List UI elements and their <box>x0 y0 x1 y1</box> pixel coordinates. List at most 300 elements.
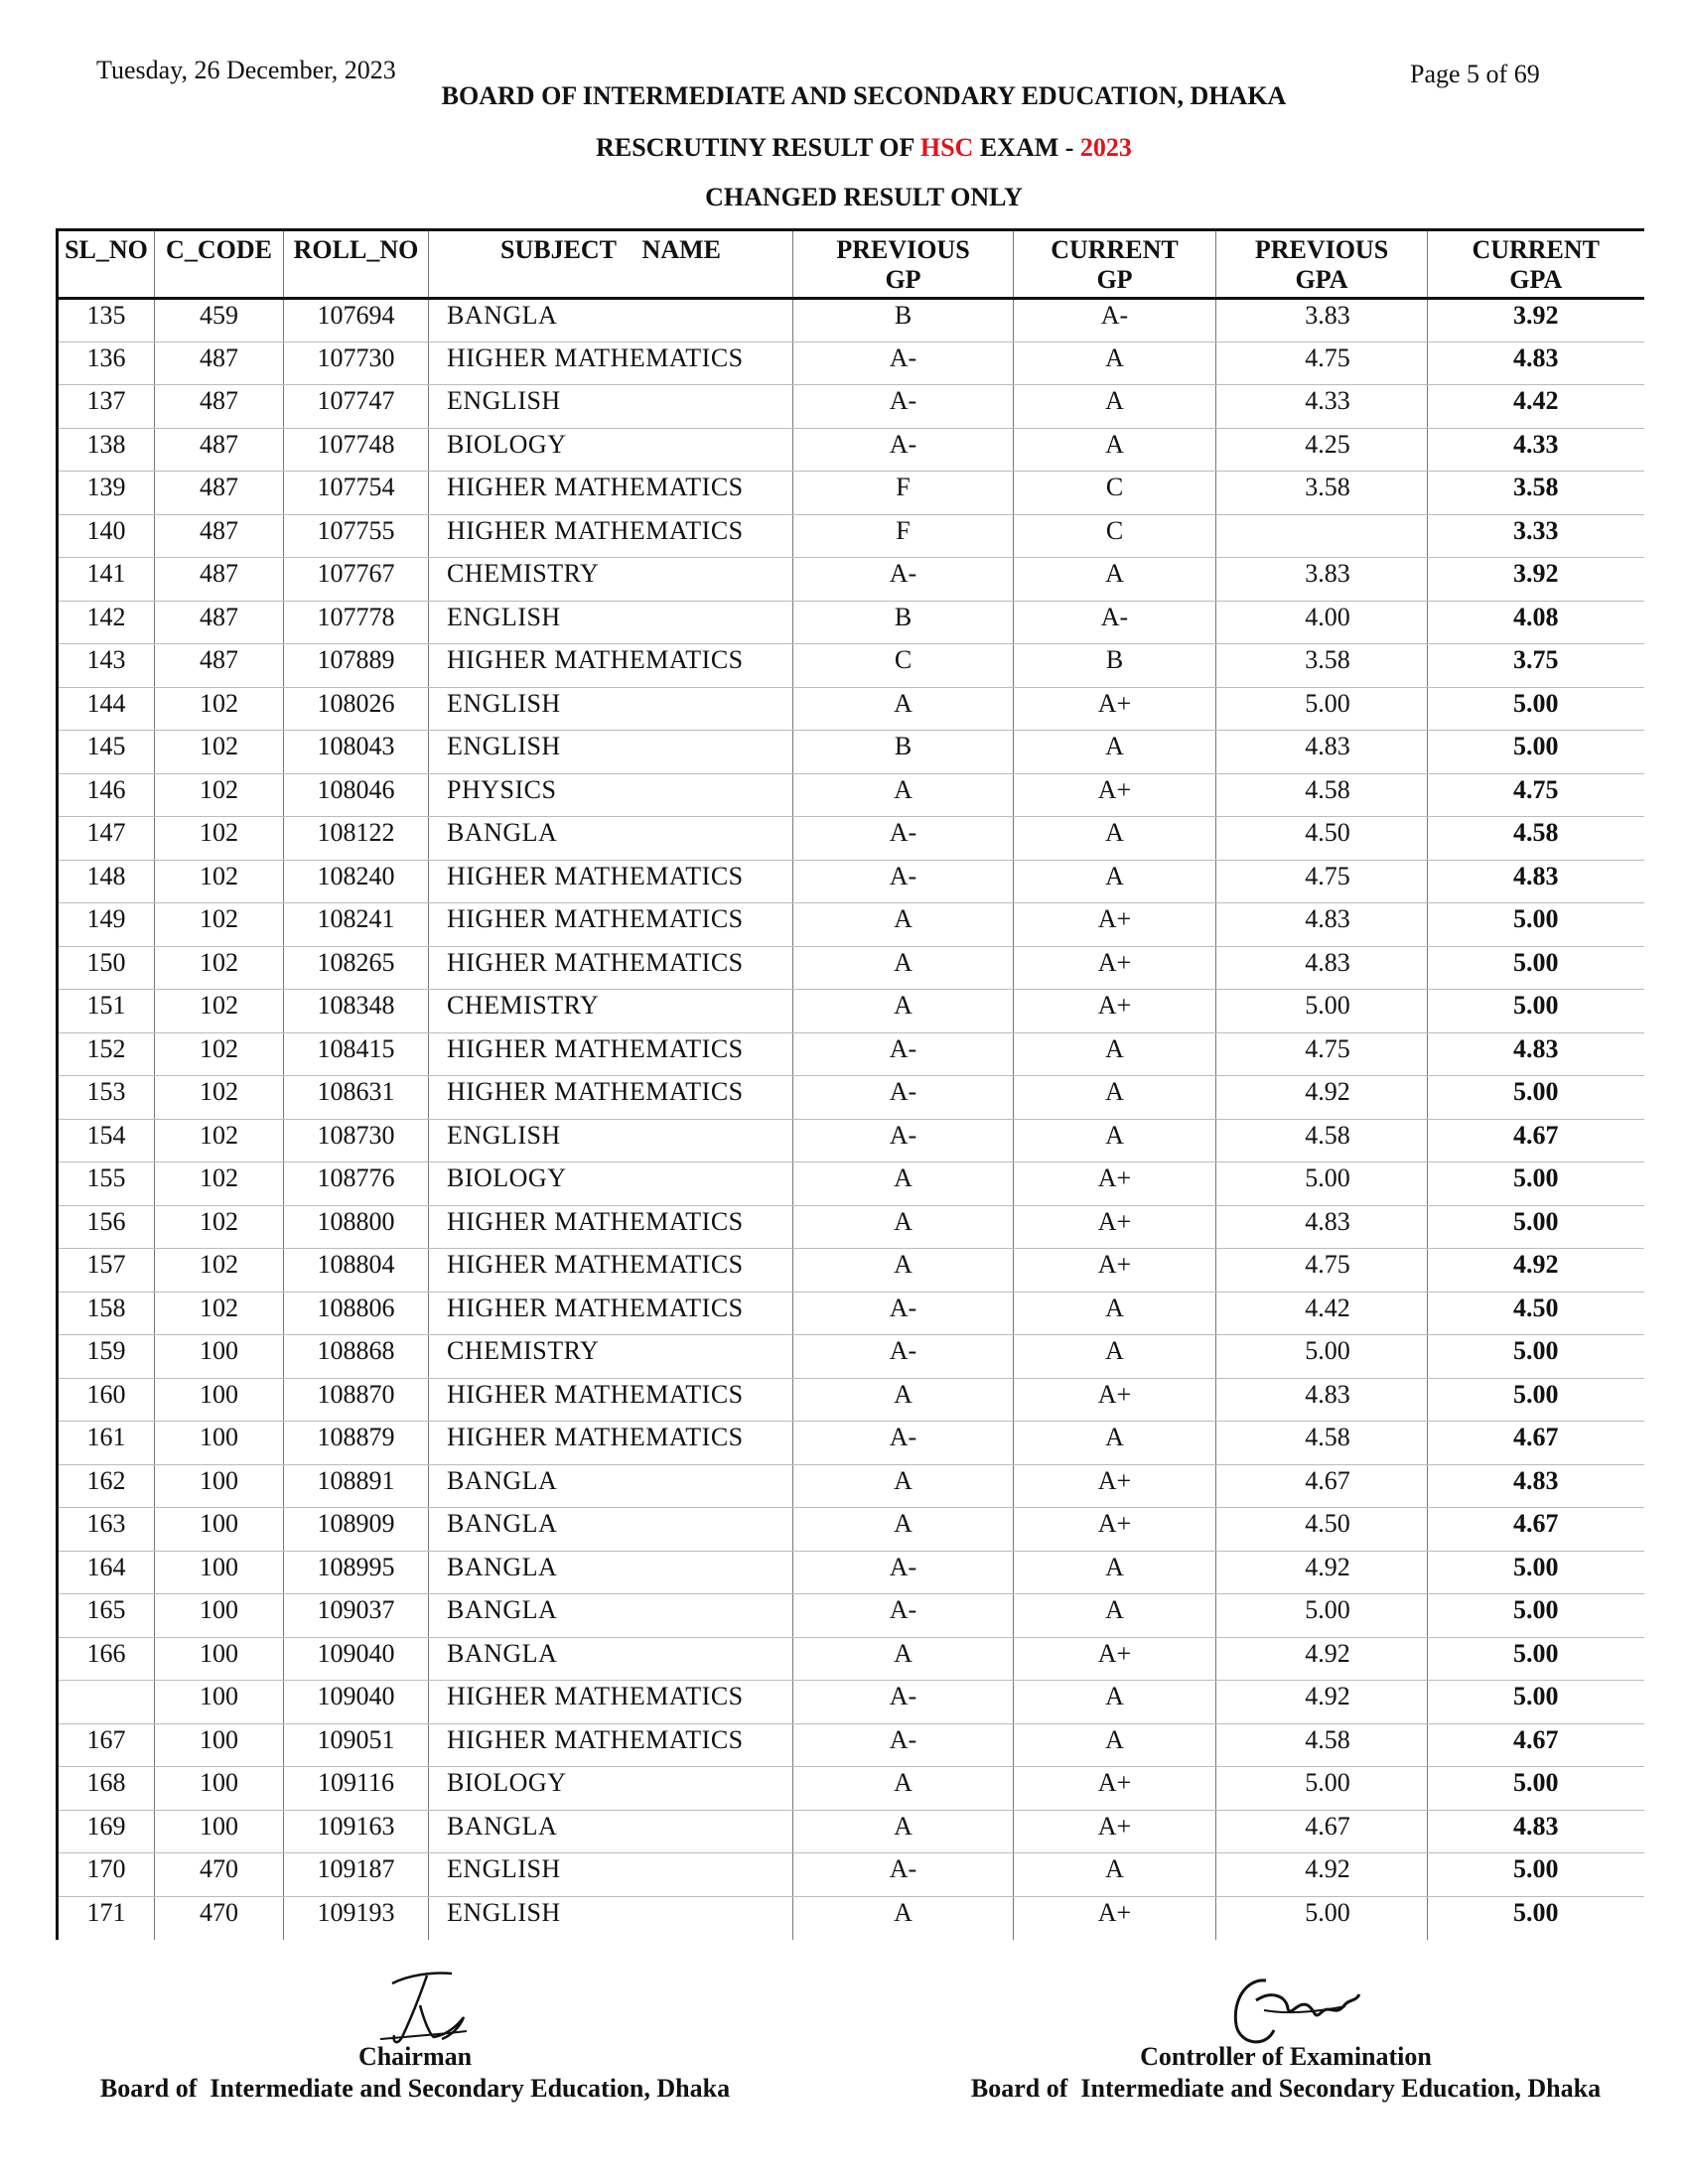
cell-previous-gpa: 4.50 <box>1216 817 1428 861</box>
cell-current-gpa: 5.00 <box>1428 990 1644 1033</box>
table-row <box>58 687 1644 731</box>
cell-subject-name: BANGLA <box>429 1594 793 1638</box>
cell-roll-no: 108868 <box>284 1335 429 1379</box>
cell-c-code: 100 <box>155 1681 284 1724</box>
cell-c-code: 100 <box>155 1378 284 1422</box>
cell-subject-name: HIGHER MATHEMATICS <box>429 1723 793 1767</box>
cell-previous-gp: A <box>793 1205 1014 1249</box>
results-table-container <box>56 228 1642 1940</box>
cell-previous-gpa: 4.75 <box>1216 1032 1428 1076</box>
table-row <box>58 1853 1644 1897</box>
cell-previous-gp: A- <box>793 860 1014 903</box>
cell-c-code: 102 <box>155 687 284 731</box>
cell-roll-no: 108879 <box>284 1422 429 1465</box>
cell-subject-name: HIGHER MATHEMATICS <box>429 1378 793 1422</box>
cell-c-code: 487 <box>155 601 284 644</box>
cell-roll-no: 108415 <box>284 1032 429 1076</box>
cell-current-gpa: 4.83 <box>1428 1464 1644 1508</box>
cell-current-gpa: 4.92 <box>1428 1249 1644 1293</box>
cell-previous-gp: B <box>793 601 1014 644</box>
cell-c-code: 102 <box>155 1162 284 1206</box>
header-previous-gp-line2: GP <box>885 265 921 294</box>
cell-roll-no: 108241 <box>284 903 429 947</box>
cell-previous-gpa: 4.92 <box>1216 1551 1428 1594</box>
cell-previous-gpa: 4.00 <box>1216 601 1428 644</box>
cell-sl-no: 168 <box>58 1767 155 1811</box>
table-row <box>58 1594 1644 1638</box>
cell-current-gpa: 3.33 <box>1428 514 1644 558</box>
cell-previous-gp: F <box>793 472 1014 515</box>
cell-roll-no: 109040 <box>284 1681 429 1724</box>
cell-current-gpa: 4.67 <box>1428 1119 1644 1162</box>
cell-current-gp: A <box>1014 1422 1216 1465</box>
cell-c-code: 487 <box>155 428 284 472</box>
cell-c-code: 100 <box>155 1335 284 1379</box>
cell-sl-no: 146 <box>58 773 155 817</box>
cell-c-code: 100 <box>155 1810 284 1853</box>
cell-subject-name: ENGLISH <box>429 385 793 429</box>
cell-previous-gp: B <box>793 731 1014 774</box>
table-row <box>58 1076 1644 1120</box>
cell-current-gp: A+ <box>1014 1810 1216 1853</box>
table-row <box>58 1810 1644 1853</box>
table-row <box>58 514 1644 558</box>
cell-c-code: 487 <box>155 644 284 688</box>
cell-current-gpa: 4.50 <box>1428 1292 1644 1335</box>
cell-sl-no: 166 <box>58 1637 155 1681</box>
cell-roll-no: 107747 <box>284 385 429 429</box>
cell-current-gp: A+ <box>1014 1637 1216 1681</box>
table-row <box>58 773 1644 817</box>
table-row <box>58 1637 1644 1681</box>
cell-previous-gpa: 4.92 <box>1216 1637 1428 1681</box>
cell-current-gp: A+ <box>1014 903 1216 947</box>
cell-previous-gpa: 3.58 <box>1216 472 1428 515</box>
cell-current-gpa: 3.92 <box>1428 299 1644 342</box>
table-row <box>58 341 1644 385</box>
cell-previous-gpa: 4.75 <box>1216 341 1428 385</box>
table-row <box>58 817 1644 861</box>
cell-sl-no: 148 <box>58 860 155 903</box>
cell-previous-gp: A <box>793 1896 1014 1940</box>
cell-current-gpa: 4.83 <box>1428 860 1644 903</box>
cell-c-code: 102 <box>155 946 284 990</box>
cell-previous-gpa: 3.83 <box>1216 558 1428 602</box>
cell-previous-gp: A <box>793 1249 1014 1293</box>
cell-previous-gp: A <box>793 1464 1014 1508</box>
cell-previous-gpa: 5.00 <box>1216 1896 1428 1940</box>
cell-previous-gp: A- <box>793 1681 1014 1724</box>
table-row <box>58 990 1644 1033</box>
cell-c-code: 102 <box>155 1032 284 1076</box>
cell-c-code: 102 <box>155 903 284 947</box>
cell-current-gpa: 3.58 <box>1428 472 1644 515</box>
cell-previous-gpa: 4.67 <box>1216 1810 1428 1853</box>
cell-previous-gp: A- <box>793 817 1014 861</box>
cell-current-gp: A <box>1014 1032 1216 1076</box>
table-row <box>58 1896 1644 1940</box>
cell-sl-no <box>58 1681 155 1724</box>
cell-previous-gp: A- <box>793 1551 1014 1594</box>
header-previous-gp-line1: PREVIOUS <box>836 235 970 264</box>
cell-sl-no: 153 <box>58 1076 155 1120</box>
cell-subject-name: HIGHER MATHEMATICS <box>429 1249 793 1293</box>
cell-subject-name: BANGLA <box>429 1464 793 1508</box>
cell-roll-no: 108730 <box>284 1119 429 1162</box>
cell-roll-no: 107748 <box>284 428 429 472</box>
cell-previous-gpa: 4.83 <box>1216 731 1428 774</box>
table-row <box>58 299 1644 342</box>
table-row <box>58 1723 1644 1767</box>
cell-subject-name: BANGLA <box>429 299 793 342</box>
cell-roll-no: 109116 <box>284 1767 429 1811</box>
table-row <box>58 1551 1644 1594</box>
cell-sl-no: 171 <box>58 1896 155 1940</box>
cell-previous-gp: A- <box>793 428 1014 472</box>
cell-current-gpa: 4.83 <box>1428 341 1644 385</box>
cell-previous-gp: A- <box>793 1723 1014 1767</box>
cell-previous-gp: A <box>793 773 1014 817</box>
header-c-code: C_CODE <box>155 230 284 299</box>
cell-sl-no: 140 <box>58 514 155 558</box>
cell-previous-gpa: 4.92 <box>1216 1681 1428 1724</box>
cell-previous-gpa: 4.58 <box>1216 1723 1428 1767</box>
header-current-gpa-line1: CURRENT <box>1472 235 1601 264</box>
table-row <box>58 1422 1644 1465</box>
cell-previous-gp: A- <box>793 1422 1014 1465</box>
cell-c-code: 102 <box>155 1205 284 1249</box>
cell-sl-no: 163 <box>58 1508 155 1552</box>
cell-subject-name: CHEMISTRY <box>429 990 793 1033</box>
cell-current-gp: A <box>1014 428 1216 472</box>
cell-sl-no: 165 <box>58 1594 155 1638</box>
cell-c-code: 102 <box>155 773 284 817</box>
header-current-gpa <box>1428 230 1644 299</box>
cell-c-code: 487 <box>155 385 284 429</box>
cell-previous-gp: A- <box>793 341 1014 385</box>
cell-subject-name: ENGLISH <box>429 1896 793 1940</box>
cell-previous-gpa: 4.58 <box>1216 1119 1428 1162</box>
cell-sl-no: 151 <box>58 990 155 1033</box>
page-number: Page 5 of 69 <box>1410 60 1540 88</box>
cell-current-gpa: 5.00 <box>1428 1551 1644 1594</box>
cell-subject-name: ENGLISH <box>429 687 793 731</box>
cell-current-gp: A+ <box>1014 1162 1216 1206</box>
cell-current-gpa: 4.67 <box>1428 1723 1644 1767</box>
table-row <box>58 1378 1644 1422</box>
table-body <box>58 299 1644 1940</box>
cell-sl-no: 170 <box>58 1853 155 1897</box>
header-current-gp <box>1014 230 1216 299</box>
header-previous-gpa-line2: GPA <box>1295 265 1348 294</box>
cell-roll-no: 107754 <box>284 472 429 515</box>
cell-subject-name: HIGHER MATHEMATICS <box>429 1032 793 1076</box>
cell-previous-gpa: 4.83 <box>1216 1378 1428 1422</box>
cell-roll-no: 108631 <box>284 1076 429 1120</box>
cell-roll-no: 108240 <box>284 860 429 903</box>
table-row <box>58 385 1644 429</box>
cell-sl-no: 138 <box>58 428 155 472</box>
cell-current-gpa: 4.58 <box>1428 817 1644 861</box>
cell-c-code: 100 <box>155 1551 284 1594</box>
cell-previous-gpa: 5.00 <box>1216 1767 1428 1811</box>
cell-subject-name: CHEMISTRY <box>429 558 793 602</box>
cell-c-code: 100 <box>155 1594 284 1638</box>
cell-roll-no: 108265 <box>284 946 429 990</box>
cell-current-gp: A <box>1014 1723 1216 1767</box>
cell-c-code: 100 <box>155 1464 284 1508</box>
cell-previous-gpa: 4.33 <box>1216 385 1428 429</box>
cell-roll-no: 108046 <box>284 773 429 817</box>
cell-c-code: 459 <box>155 299 284 342</box>
chairman-block <box>0 2041 862 2105</box>
exam-name: HSC <box>919 133 974 162</box>
cell-sl-no: 139 <box>58 472 155 515</box>
table-row <box>58 1335 1644 1379</box>
cell-current-gp: A <box>1014 1292 1216 1335</box>
exam-year: 2023 <box>1079 133 1132 162</box>
cell-current-gp: A <box>1014 731 1216 774</box>
cell-previous-gp: A- <box>793 1853 1014 1897</box>
cell-previous-gpa: 4.92 <box>1216 1853 1428 1897</box>
result-title <box>0 133 1688 163</box>
cell-previous-gp: A <box>793 1637 1014 1681</box>
cell-c-code: 100 <box>155 1508 284 1552</box>
cell-current-gp: A <box>1014 385 1216 429</box>
cell-current-gpa: 5.00 <box>1428 1896 1644 1940</box>
cell-previous-gp: A- <box>793 1032 1014 1076</box>
table-row <box>58 472 1644 515</box>
table-row <box>58 1032 1644 1076</box>
cell-c-code: 100 <box>155 1637 284 1681</box>
cell-current-gpa: 5.00 <box>1428 1853 1644 1897</box>
cell-previous-gp: A <box>793 1162 1014 1206</box>
table-row <box>58 1249 1644 1293</box>
cell-current-gpa: 3.75 <box>1428 644 1644 688</box>
cell-subject-name: BANGLA <box>429 1508 793 1552</box>
cell-subject-name: BANGLA <box>429 1551 793 1594</box>
cell-sl-no: 145 <box>58 731 155 774</box>
cell-c-code: 102 <box>155 1076 284 1120</box>
cell-sl-no: 169 <box>58 1810 155 1853</box>
cell-roll-no: 108800 <box>284 1205 429 1249</box>
cell-roll-no: 109193 <box>284 1896 429 1940</box>
cell-subject-name: ENGLISH <box>429 1853 793 1897</box>
cell-subject-name: ENGLISH <box>429 1119 793 1162</box>
cell-subject-name: HIGHER MATHEMATICS <box>429 946 793 990</box>
cell-subject-name: BIOLOGY <box>429 428 793 472</box>
cell-roll-no: 107694 <box>284 299 429 342</box>
cell-previous-gp: B <box>793 299 1014 342</box>
table-row <box>58 428 1644 472</box>
cell-previous-gp: A <box>793 903 1014 947</box>
cell-previous-gpa: 4.75 <box>1216 1249 1428 1293</box>
print-date: Tuesday, 26 December, 2023 <box>96 56 396 84</box>
cell-current-gpa: 4.42 <box>1428 385 1644 429</box>
cell-sl-no: 159 <box>58 1335 155 1379</box>
cell-current-gp: A <box>1014 341 1216 385</box>
cell-subject-name: HIGHER MATHEMATICS <box>429 1422 793 1465</box>
cell-current-gp: A+ <box>1014 946 1216 990</box>
cell-sl-no: 135 <box>58 299 155 342</box>
cell-previous-gp: A- <box>793 385 1014 429</box>
cell-previous-gpa: 4.58 <box>1216 1422 1428 1465</box>
cell-sl-no: 150 <box>58 946 155 990</box>
cell-sl-no: 156 <box>58 1205 155 1249</box>
cell-roll-no: 107755 <box>284 514 429 558</box>
cell-roll-no: 107730 <box>284 341 429 385</box>
cell-sl-no: 167 <box>58 1723 155 1767</box>
table-row <box>58 1767 1644 1811</box>
cell-current-gpa: 4.83 <box>1428 1810 1644 1853</box>
cell-previous-gpa: 4.83 <box>1216 1205 1428 1249</box>
cell-sl-no: 155 <box>58 1162 155 1206</box>
cell-current-gp: A <box>1014 1681 1216 1724</box>
result-title-prefix: RESCRUTINY RESULT OF <box>596 133 920 162</box>
cell-c-code: 100 <box>155 1767 284 1811</box>
result-subtitle: CHANGED RESULT ONLY <box>705 183 1023 211</box>
cell-c-code: 102 <box>155 1292 284 1335</box>
table-row <box>58 1119 1644 1162</box>
header-current-gp-line2: GP <box>1096 265 1133 294</box>
cell-subject-name: BANGLA <box>429 817 793 861</box>
cell-previous-gp: A- <box>793 1076 1014 1120</box>
cell-previous-gpa: 5.00 <box>1216 687 1428 731</box>
cell-sl-no: 161 <box>58 1422 155 1465</box>
table-row <box>58 558 1644 602</box>
table-row <box>58 1681 1644 1724</box>
cell-subject-name: BIOLOGY <box>429 1162 793 1206</box>
cell-previous-gpa: 4.25 <box>1216 428 1428 472</box>
cell-subject-name: HIGHER MATHEMATICS <box>429 341 793 385</box>
cell-sl-no: 144 <box>58 687 155 731</box>
cell-current-gpa: 5.00 <box>1428 1681 1644 1724</box>
cell-previous-gpa: 5.00 <box>1216 1594 1428 1638</box>
cell-c-code: 487 <box>155 341 284 385</box>
cell-subject-name: ENGLISH <box>429 731 793 774</box>
cell-c-code: 100 <box>155 1723 284 1767</box>
cell-current-gpa: 4.83 <box>1428 1032 1644 1076</box>
cell-current-gpa: 5.00 <box>1428 903 1644 947</box>
cell-previous-gpa: 3.58 <box>1216 644 1428 688</box>
cell-c-code: 487 <box>155 472 284 515</box>
cell-current-gp: A+ <box>1014 1767 1216 1811</box>
cell-current-gpa: 5.00 <box>1428 1594 1644 1638</box>
cell-previous-gp: C <box>793 644 1014 688</box>
cell-subject-name: HIGHER MATHEMATICS <box>429 644 793 688</box>
cell-c-code: 470 <box>155 1853 284 1897</box>
cell-roll-no: 107767 <box>284 558 429 602</box>
cell-previous-gp: A- <box>793 558 1014 602</box>
cell-current-gp: A+ <box>1014 1508 1216 1552</box>
cell-roll-no: 108891 <box>284 1464 429 1508</box>
table-row <box>58 1162 1644 1206</box>
cell-c-code: 102 <box>155 1119 284 1162</box>
cell-previous-gp: A- <box>793 1119 1014 1162</box>
cell-subject-name: CHEMISTRY <box>429 1335 793 1379</box>
cell-current-gp: A+ <box>1014 1249 1216 1293</box>
cell-previous-gpa: 4.83 <box>1216 903 1428 947</box>
cell-current-gpa: 4.08 <box>1428 601 1644 644</box>
cell-previous-gp: A <box>793 1767 1014 1811</box>
controller-title: Controller of Examination <box>1140 2042 1432 2071</box>
cell-current-gp: C <box>1014 472 1216 515</box>
cell-c-code: 102 <box>155 1249 284 1293</box>
header-subject-name: SUBJECT NAME <box>429 230 793 299</box>
cell-subject-name: HIGHER MATHEMATICS <box>429 1076 793 1120</box>
cell-roll-no: 108043 <box>284 731 429 774</box>
cell-current-gp: A <box>1014 1335 1216 1379</box>
cell-current-gp: A <box>1014 1594 1216 1638</box>
cell-subject-name: PHYSICS <box>429 773 793 817</box>
table-row <box>58 903 1644 947</box>
cell-subject-name: HIGHER MATHEMATICS <box>429 860 793 903</box>
cell-roll-no: 108026 <box>284 687 429 731</box>
cell-current-gpa: 5.00 <box>1428 1637 1644 1681</box>
header-previous-gp <box>793 230 1014 299</box>
cell-roll-no: 109187 <box>284 1853 429 1897</box>
cell-roll-no: 108804 <box>284 1249 429 1293</box>
cell-roll-no: 109037 <box>284 1594 429 1638</box>
table-row <box>58 860 1644 903</box>
cell-subject-name: ENGLISH <box>429 601 793 644</box>
cell-current-gp: A+ <box>1014 1896 1216 1940</box>
cell-current-gpa: 4.67 <box>1428 1422 1644 1465</box>
cell-roll-no: 108122 <box>284 817 429 861</box>
cell-roll-no: 108995 <box>284 1551 429 1594</box>
cell-roll-no: 109040 <box>284 1637 429 1681</box>
cell-roll-no: 108776 <box>284 1162 429 1206</box>
cell-previous-gp: A <box>793 1378 1014 1422</box>
cell-c-code: 102 <box>155 817 284 861</box>
cell-roll-no: 109163 <box>284 1810 429 1853</box>
cell-current-gp: A <box>1014 1551 1216 1594</box>
table-row <box>58 644 1644 688</box>
cell-previous-gp: A- <box>793 1292 1014 1335</box>
table-header <box>58 230 1644 299</box>
cell-current-gp: A <box>1014 1853 1216 1897</box>
cell-sl-no: 142 <box>58 601 155 644</box>
cell-current-gp: A <box>1014 558 1216 602</box>
cell-previous-gp: A <box>793 687 1014 731</box>
cell-current-gpa: 4.67 <box>1428 1508 1644 1552</box>
table-row <box>58 946 1644 990</box>
header-previous-gpa-line1: PREVIOUS <box>1254 235 1389 264</box>
cell-current-gpa: 5.00 <box>1428 946 1644 990</box>
header-previous-gpa <box>1216 230 1428 299</box>
cell-current-gp: A+ <box>1014 773 1216 817</box>
cell-c-code: 102 <box>155 860 284 903</box>
cell-sl-no: 137 <box>58 385 155 429</box>
cell-current-gp: A+ <box>1014 1205 1216 1249</box>
cell-sl-no: 149 <box>58 903 155 947</box>
cell-subject-name: HIGHER MATHEMATICS <box>429 1292 793 1335</box>
cell-current-gpa: 5.00 <box>1428 1076 1644 1120</box>
cell-sl-no: 164 <box>58 1551 155 1594</box>
cell-current-gp: B <box>1014 644 1216 688</box>
cell-subject-name: BANGLA <box>429 1637 793 1681</box>
cell-subject-name: HIGHER MATHEMATICS <box>429 472 793 515</box>
cell-previous-gpa: 4.58 <box>1216 773 1428 817</box>
cell-previous-gp: A- <box>793 1335 1014 1379</box>
cell-current-gpa: 5.00 <box>1428 687 1644 731</box>
cell-roll-no: 108870 <box>284 1378 429 1422</box>
cell-previous-gpa: 5.00 <box>1216 1335 1428 1379</box>
cell-previous-gpa: 4.50 <box>1216 1508 1428 1552</box>
table-row <box>58 731 1644 774</box>
cell-sl-no: 157 <box>58 1249 155 1293</box>
cell-previous-gpa: 3.83 <box>1216 299 1428 342</box>
